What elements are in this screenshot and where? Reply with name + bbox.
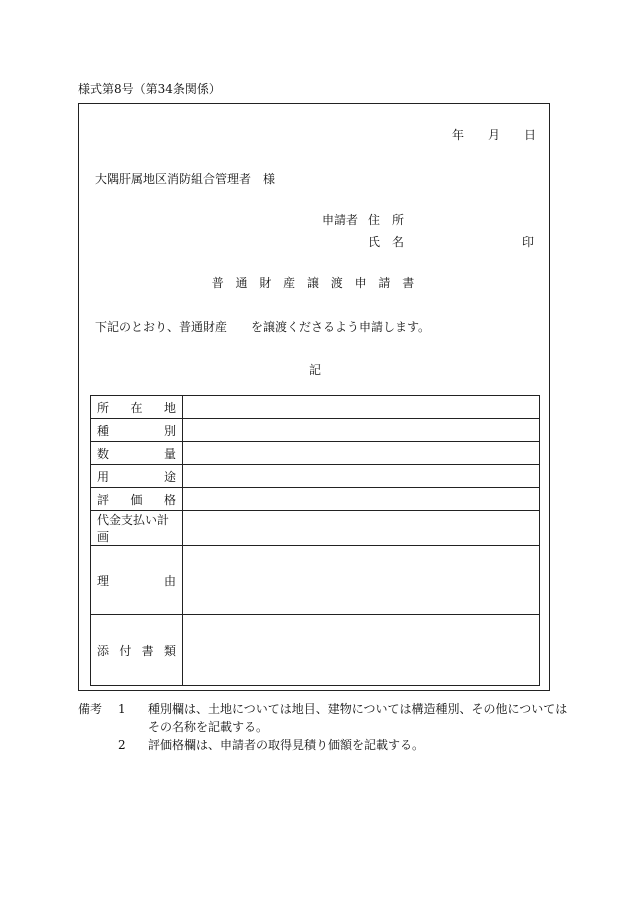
table-row — [91, 396, 540, 419]
applicant-label: 申請者 — [322, 213, 359, 227]
location-field[interactable] — [183, 396, 540, 419]
row-label: 用 途 — [91, 465, 183, 488]
addressee: 大隅肝属地区消防組合管理者 様 — [95, 172, 276, 186]
payment-plan-field[interactable] — [183, 511, 540, 546]
date-month: 月 — [488, 128, 501, 142]
notes-heading: 備考 — [78, 702, 103, 716]
table-row — [91, 465, 540, 488]
note-text: 種別欄は、土地については地目、建物については構造種別、その他については — [148, 702, 568, 716]
note-number: 2 — [118, 738, 126, 752]
row-label: 代金支払い計画 — [91, 511, 183, 546]
valuation-field[interactable] — [183, 488, 540, 511]
seal-mark: 印 — [522, 235, 535, 249]
row-label: 所 在 地 — [91, 396, 183, 419]
date-day: 日 — [524, 128, 537, 142]
quantity-field[interactable] — [183, 442, 540, 465]
detail-table — [90, 395, 540, 686]
document-title: 普 通 財 産 譲 渡 申 請 書 — [211, 276, 419, 290]
note-text-cont: その名称を記載する。 — [148, 720, 269, 734]
applicant-address-line — [322, 211, 404, 228]
type-field[interactable] — [183, 419, 540, 442]
address-label: 住 所 — [368, 213, 405, 227]
note-text: 評価格欄は、申請者の取得見積り価額を記載する。 — [148, 738, 425, 752]
table-row — [91, 511, 540, 546]
body-text: 下記のとおり、普通財産 を譲渡くださるよう申請します。 — [95, 320, 431, 334]
ki-heading: 記 — [308, 363, 321, 377]
note-number: 1 — [118, 702, 126, 716]
form-number: 様式第8号（第34条関係） — [78, 82, 221, 96]
row-label: 種 別 — [91, 419, 183, 442]
date-line — [440, 126, 536, 142]
attachments-field[interactable] — [183, 615, 540, 686]
reason-field[interactable] — [183, 546, 540, 615]
row-label: 評 価 格 — [91, 488, 183, 511]
table-row — [91, 442, 540, 465]
purpose-field[interactable] — [183, 465, 540, 488]
row-label: 数 量 — [91, 442, 183, 465]
table-row — [91, 488, 540, 511]
notes — [78, 700, 567, 754]
table-row — [91, 419, 540, 442]
date-year: 年 — [452, 128, 465, 142]
table-row — [91, 615, 540, 686]
table-row — [91, 546, 540, 615]
applicant-name-label: 氏 名 — [368, 235, 405, 249]
row-label: 添 付 書 類 — [91, 615, 183, 686]
row-label: 理 由 — [91, 546, 183, 615]
